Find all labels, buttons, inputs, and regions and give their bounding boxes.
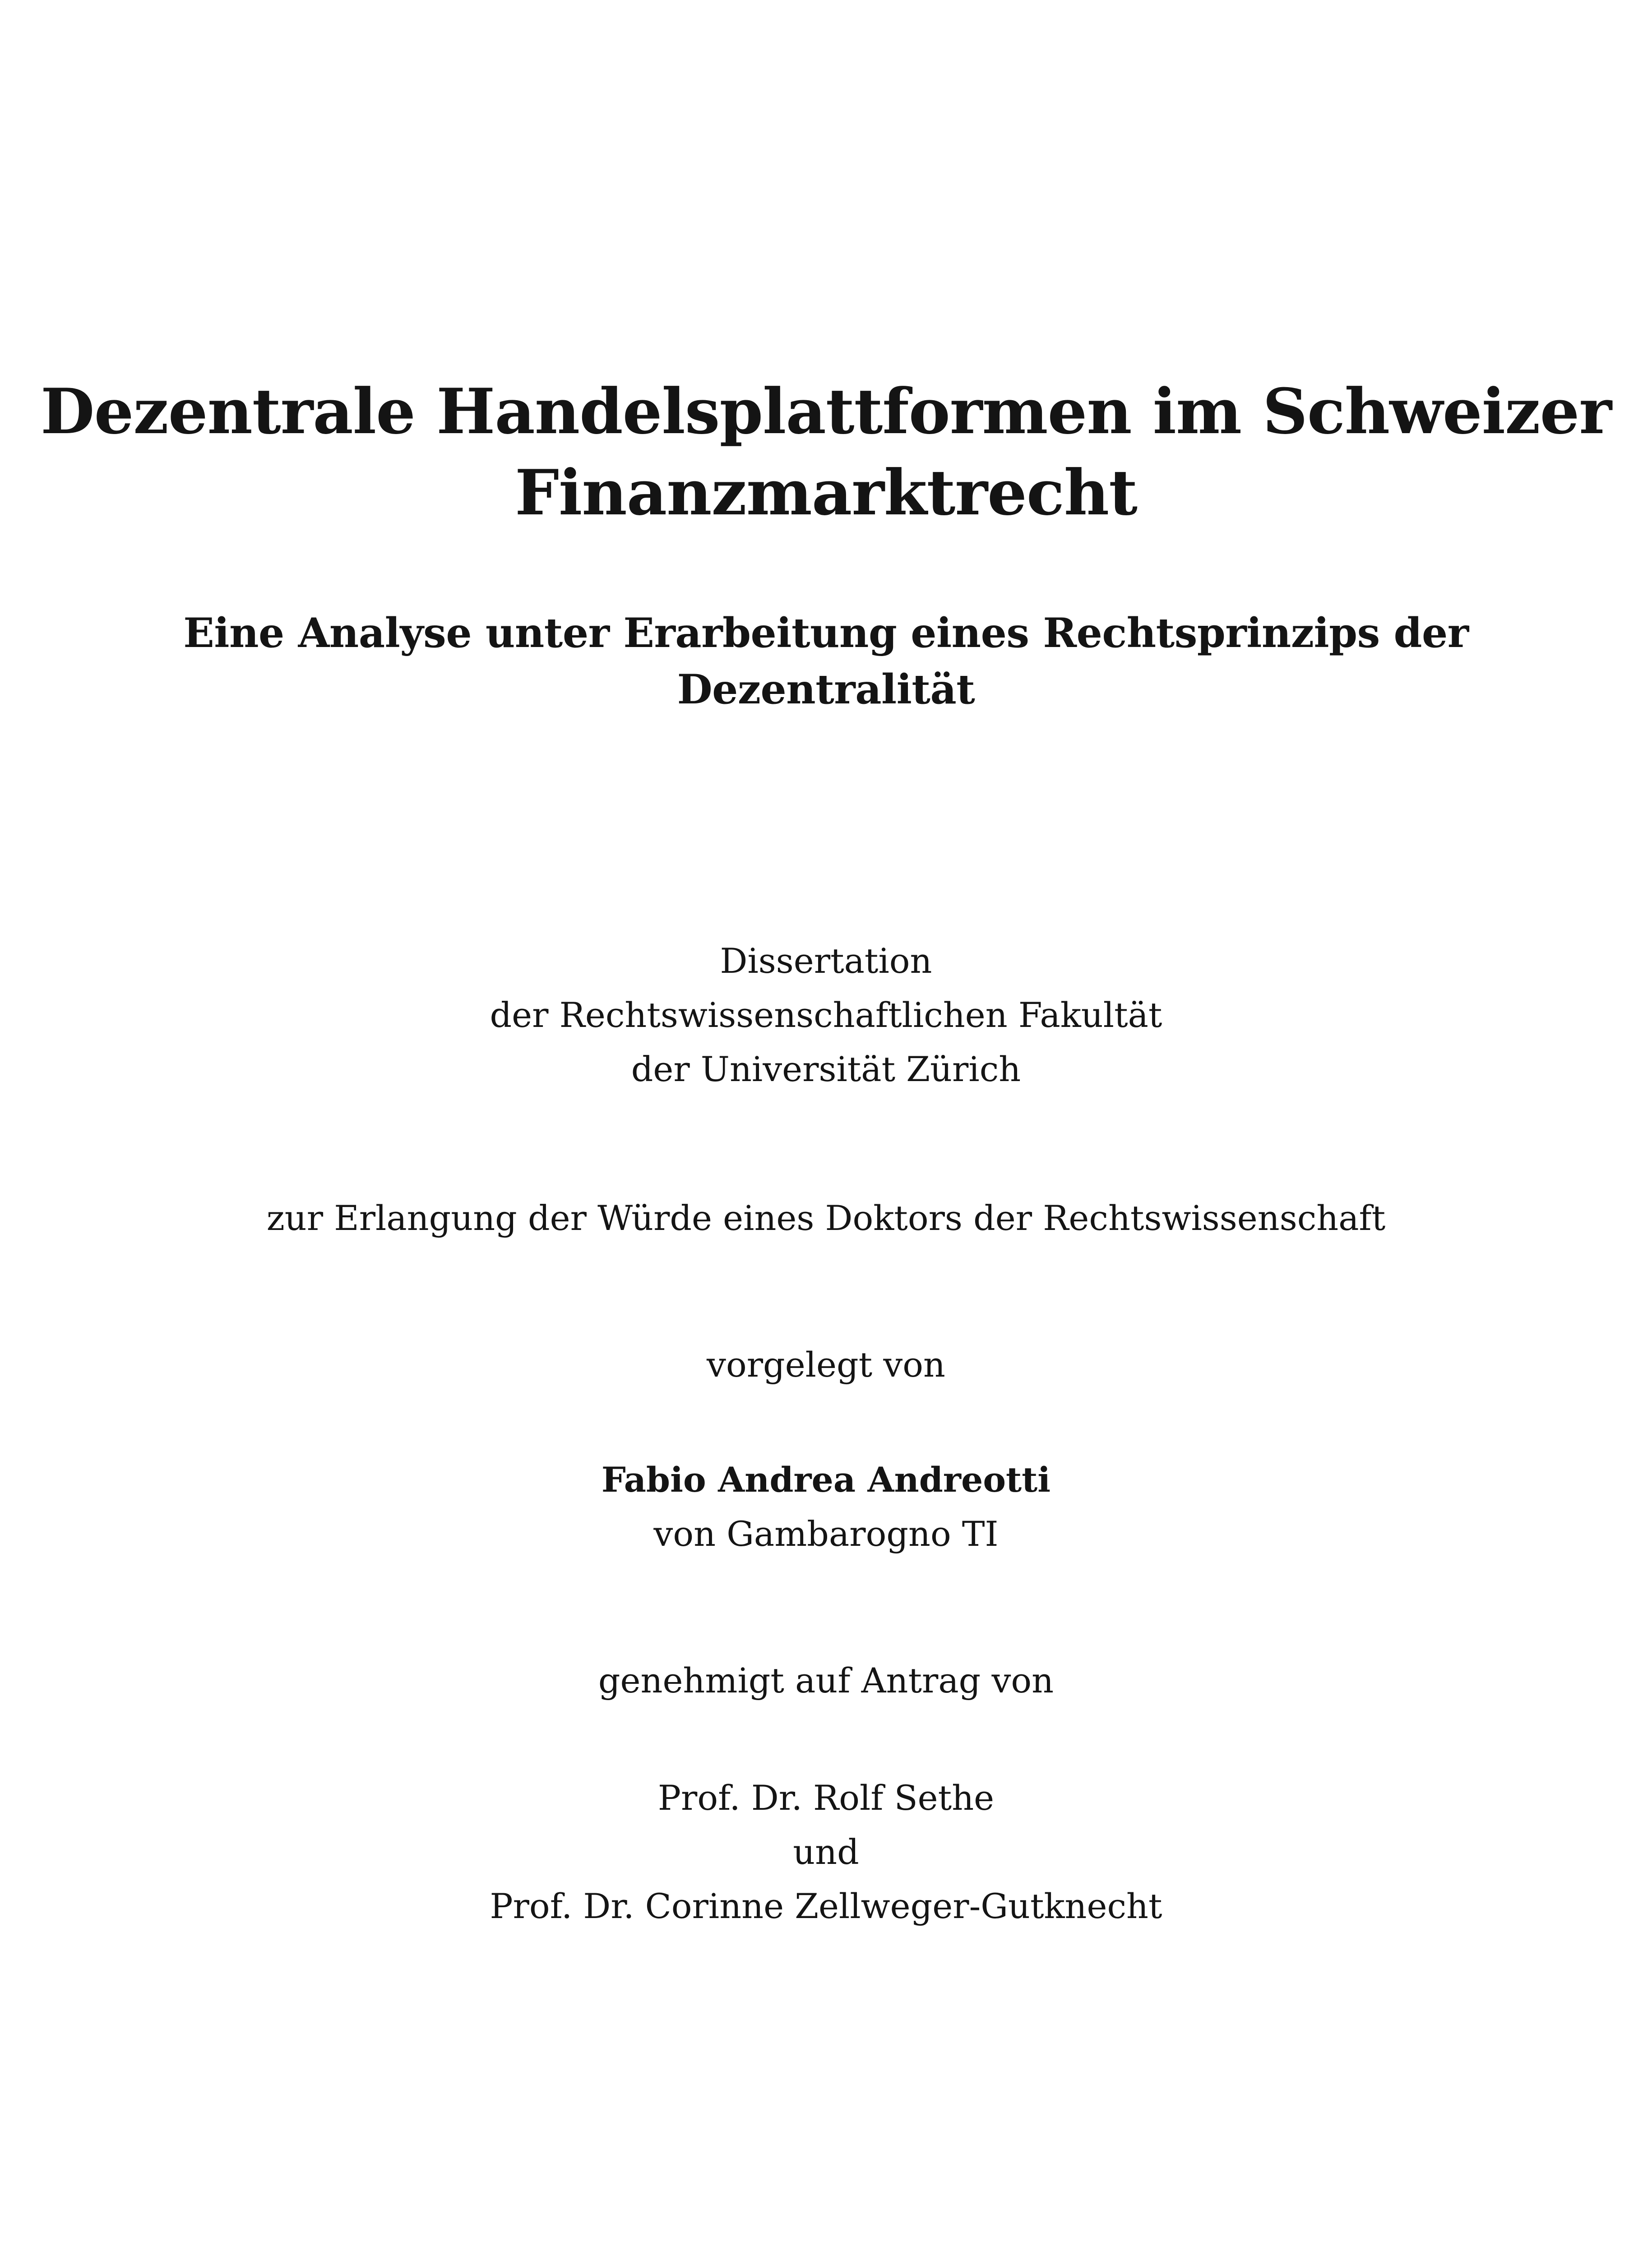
author-name: Fabio Andrea Andreotti [601,1460,1051,1500]
presented-by-label: vorgelegt von [707,1345,945,1385]
degree-purpose: zur Erlangung der Würde eines Doktors der Rechtswissenschaft [266,1198,1386,1238]
advisor-1: Prof. Dr. Rolf Sethe [657,1778,995,1818]
subtitle-line-1: Eine Analyse unter Erarbeitung eines Rechtsprinzips der [183,609,1469,657]
title-line-2: Finanzmarktrecht [515,456,1137,529]
subtitle-line-2: Dezentralität [677,666,975,713]
advisor-conjunction: und [793,1832,859,1872]
author-origin: von Gambarogno TI [653,1514,999,1554]
approved-label: genehmigt auf Antrag von [598,1660,1054,1701]
title-line-1: Dezentrale Handelsplattformen im Schweizer [40,374,1612,448]
faculty-line: der Rechtswissenschaftlichen Fakultät [490,995,1162,1035]
university-line: der Universität Zürich [631,1049,1021,1089]
advisor-2: Prof. Dr. Corinne Zellweger-Gutknecht [490,1886,1162,1926]
dissertation-label: Dissertation [720,941,932,981]
